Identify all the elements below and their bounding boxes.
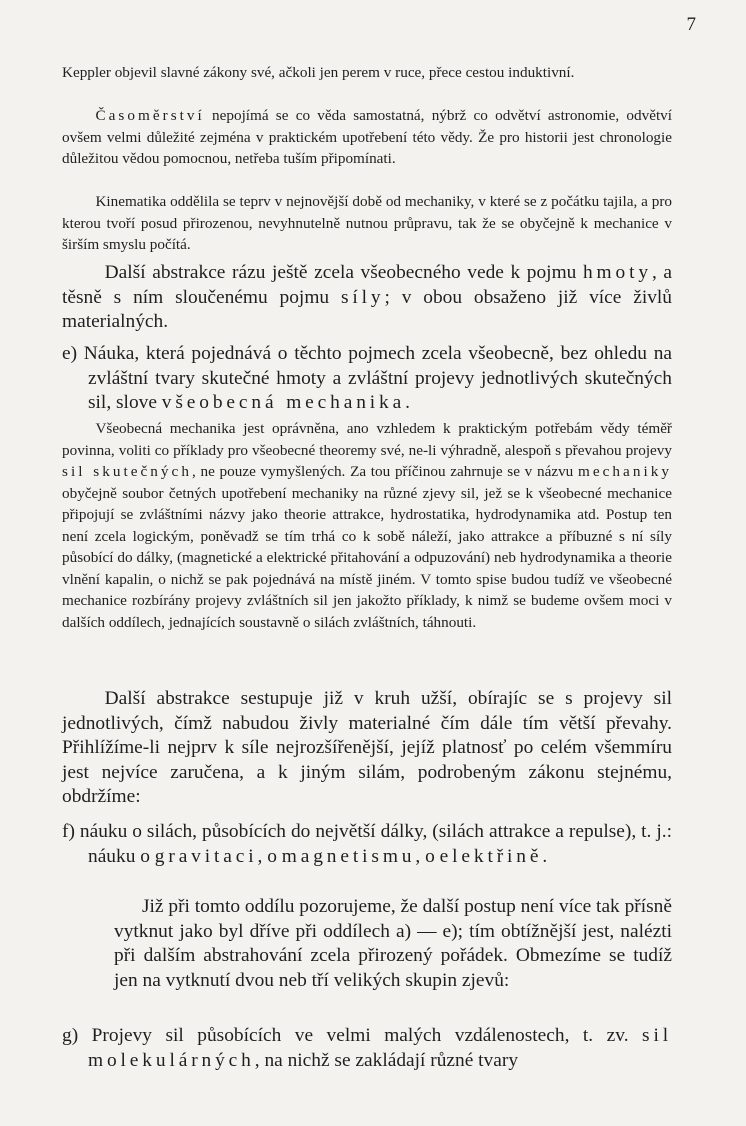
paragraph-keppler	[62, 62, 672, 84]
item-f-part-a: f) náuku o silách, působících do největší dálky, (silách attrakce a repulse), t. j.: náuku o	[62, 821, 672, 867]
paragraph-vseobecna-mechanika	[62, 418, 672, 633]
item-g	[62, 1024, 672, 1073]
paragraph-kinematika-text: Kinematika oddělila se teprv v nejnovější době od mechaniky, v které se z počátku tajila, a pro kterou tvoří posud přirozenou, nevyhnutelně nutnou průpravu, tak že se obyčejně k mechanice v širším smyslu počítá.	[62, 193, 672, 253]
paragraph-hmota-sila	[62, 261, 672, 335]
paragraph-kinematika	[62, 191, 672, 256]
term-vseobecna-mechanika: všeobecná mechanika	[161, 392, 406, 413]
p6-part-a: Všeobecná mechanika jest oprávněna, ano vzhledem k praktickým potřebám vědy téměř povinna, voliti co příklady pro všeobecné theoremy své, ne-li výhradně, alespoň s převahou projevy	[62, 420, 672, 459]
paragraph-dalsi-abstrakce	[62, 687, 672, 810]
paragraph-postup-text: Již při tomto oddílu pozorujeme, že další postup není více tak přísně vytknut jako byl dříve při oddílech a) — e); tím obtížnější jest, nalézti při dalším abstrahování zcela přirozený pořádek. Obmezíme se tudíž jen na vytknutí dvou neb tří velikých skupin zjevů:	[114, 896, 672, 991]
term-casomerstvi: Časoměrství	[95, 107, 205, 124]
p4-part-c: , a těsně s ním sloučenému pojmu	[62, 262, 672, 308]
page-number: 7	[686, 14, 696, 35]
item-e	[62, 342, 672, 416]
paragraph-postup	[114, 895, 672, 993]
paragraph-casomerstvi-text: nepojímá se co věda samostatná, nýbrž co odvětví astronomie, odvětví ovšem velmi důležité zejména v praktickém upotřebení této vědy. Že pro historii jest chronologie důležitou vědou pomocnou, netřeba tuším připomínati.	[62, 107, 672, 167]
p6-part-e: obyčejně soubor četných upotřebení mechaniky na různé zjevy sil, jež se k všeobecné mechanice připojují se zvláštními názvy jako theorie attrakce, hydrostatika, hydrodynamika atd. Postup ten není zcela logickým, poněvadž se tím trhá co k sobě náleží, jako attrakce a příbuzné s ní síly působící do dálky, (magnetické a elektrické přitahování a odpuzování) neb hydrodynamika a theorie vlnění kapalin, o nichž se pak pojednává na místě jiném. V tomto spise budou tudíž ve všeobecné mechanice rozbírány projevy zvláštních sil jen jakožto příklady, k nimž se budeme ovšem moci v dalších oddílech, jednajících soustavně o silách zvláštních, táhnouti.	[62, 484, 672, 631]
p4-part-e: ; v obou obsaženo již více živlů materialných.	[62, 286, 672, 332]
item-e-part-c: .	[405, 392, 410, 413]
term-gravitaci: gravitaci	[154, 845, 258, 867]
item-g-part-a: g) Projevy sil působících ve velmi malých vzdálenostech, t. zv.	[62, 1025, 643, 1046]
term-elektrine: elektřině	[439, 845, 543, 867]
p6-part-c: , ne pouze vymyšlených. Za tou příčinou zahrnuje se v názvu	[191, 463, 578, 480]
term-sil-molekularnych: sil molekulárných	[88, 1025, 672, 1071]
item-f-part-g: .	[542, 845, 548, 867]
paragraph-dalsi-abstrakce-text: Další abstrakce sestupuje již v kruh užší, obírajíc se s projevy sil jednotlivých, čímž nabudou živly materialné čím dále tím větší převahy. Přihlížíme-li nejprv k síle nejrozšířenější, jejíž platnosť po celém všemmíru jest nejvíce zaručena, a k jiným silám, podrobeným zákonu stejnému, obdržíme:	[62, 688, 672, 807]
item-f-part-e: , o	[415, 845, 440, 867]
item-f-part-c: , o	[257, 845, 282, 867]
term-mechaniky: mechaniky	[578, 463, 672, 480]
item-f	[62, 820, 672, 869]
p4-part-a: Další abstrakce rázu ještě zcela všeobecného vede k pojmu	[104, 262, 583, 283]
paragraph-keppler-text: Keppler objevil slavné zákony své, ačkoli jen perem v ruce, přece cestou induktivní.	[62, 64, 575, 81]
term-sily: síly	[340, 286, 385, 308]
term-hmoty: hmoty	[582, 262, 652, 283]
item-g-part-c: , na nichž se zakládají různé tvary	[254, 1049, 519, 1071]
term-magnetismu: magnetismu	[281, 845, 416, 867]
term-sil-skutecnych: sil skutečných	[62, 463, 192, 480]
item-e-part-a: e) Náuka, která pojednává o těchto pojmech zcela všeobecně, bez ohledu na zvláštní tvary skutečné hmoty a zvláštní projevy jednotlivých skutečných sil, slove	[62, 343, 672, 413]
paragraph-casomerstvi	[62, 105, 672, 170]
